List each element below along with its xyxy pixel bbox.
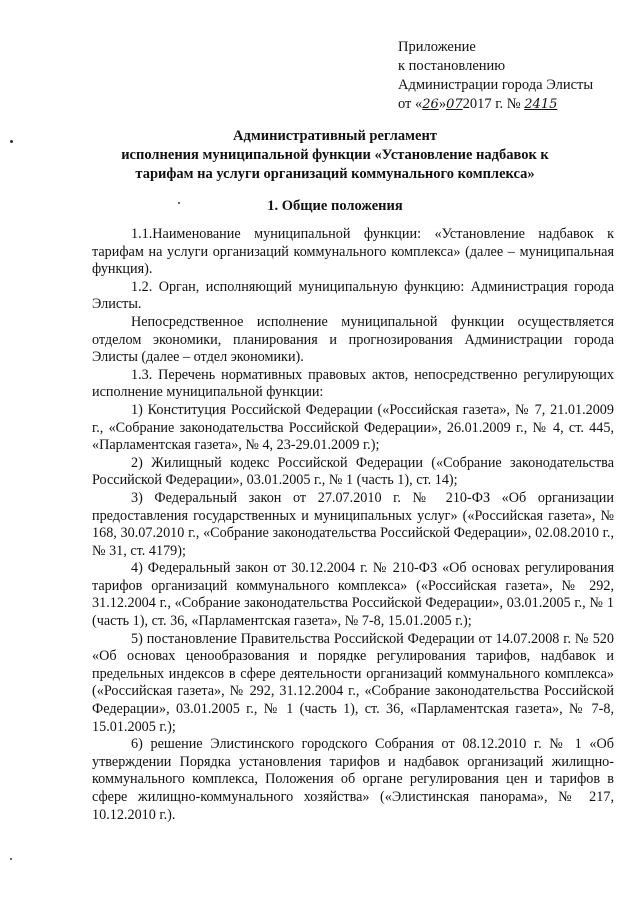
paragraph: 1.2. Орган, исполняющий муниципальную функцию: Администрация города Элисты.: [92, 278, 614, 313]
paragraph: 1.1.Наименование муниципальной функции: «Установление надбавок к тарифам на услуги организаций коммунального комплекса» (далее – муниципальная функция).: [92, 226, 614, 278]
paragraph: 1.3. Перечень нормативных правовых актов, непосредственно регулирующих исполнение муниципальной функции:: [92, 366, 614, 401]
paragraph: 5) постановление Правительства Российской Федерации от 14.07.2008 г. № 520 «Об основах ценообразования и порядке регулирования тарифов, надбавок и предельных индексов в сфере деятельности организаций коммунального комплекса» («Российская газета», № 292, 31.12.2004 г., «Собрание законодательства Российской Федерации», 03.01.2005 г., № 1 (часть 1), ст. 36, «Парламентская газета», № 7-8, 15.01.2005 г.);: [92, 630, 614, 735]
paragraph: 2) Жилищный кодекс Российской Федерации («Собрание законодательства Российской Федерации», 03.01.2005 г., № 1 (часть 1), ст. 14);: [92, 454, 614, 489]
title-line-1: Административный регламент: [233, 128, 437, 144]
paragraph: Непосредственное исполнение муниципальной функции осуществляется отделом экономики, планирования и прогнозирования Администрации города Элисты (далее – отдел экономики).: [92, 313, 614, 366]
title-line-3: тарифам на услуги организаций коммунального комплекса»: [135, 166, 535, 182]
date-mid: »: [438, 96, 447, 112]
date-day-handwritten: 26: [422, 97, 439, 112]
section-heading: 1. Общие положения: [267, 198, 403, 214]
document-body: [92, 226, 614, 824]
scan-speck: [10, 140, 13, 143]
date-prefix: от «: [398, 96, 423, 112]
scan-speck: [10, 858, 12, 860]
appendix-line-1: Приложение: [398, 39, 476, 55]
scan-speck: [178, 202, 180, 204]
title-line-2: исполнения муниципальной функции «Установление надбавок к: [121, 147, 549, 163]
paragraph: 6) решение Элистинского городского Собрания от 08.12.2010 г. № 1 «Об утверждении Порядка установления тарифов и надбавок организаций жилищно-коммунального комплекса, Положения об органе регулирования цен и тарифов в сфере жилищно-коммунального хозяйства» («Элистинская панорама», № 217, 10.12.2010 г.).: [92, 736, 614, 823]
appendix-date-line: [398, 95, 628, 114]
paragraph: 1) Конституция Российской Федерации («Российская газета», № 7, 21.01.2009 г., «Собрание законодательства Российской Федерации», 26.01.2009 г., № 4, ст. 445, «Парламентская газета», № 4, 23-29.01.2009 г.);: [92, 401, 614, 454]
appendix-line-2: к постановлению: [398, 58, 506, 74]
paragraph: 3) Федеральный закон от 27.07.2010 г. № 210-ФЗ «Об организации предоставления государственных и муниципальных услуг» («Российская газета», № 168, 30.07.2010 г., «Собрание законодательства Российской Федерации», 02.08.2010 г., № 31, ст. 4179);: [92, 489, 614, 559]
document-title: [95, 127, 575, 184]
appendix-block: [398, 38, 628, 114]
paragraph: 4) Федеральный закон от 30.12.2004 г. № 210-ФЗ «Об основах регулирования тарифов организаций коммунального комплекса» («Российская газета», № 292, 31.12.2004 г., «Собрание законодательства Российской Федерации», 03.01.2005 г., № 1 (часть 1), ст. 36, «Парламентская газета», № 7-8, 15.01.2005 г.);: [92, 560, 614, 630]
date-month-handwritten: 07: [446, 97, 463, 112]
decree-number-handwritten: 2415: [524, 97, 558, 112]
appendix-line-3: Администрации города Элисты: [398, 77, 594, 93]
date-year: 2017 г. №: [462, 96, 521, 112]
